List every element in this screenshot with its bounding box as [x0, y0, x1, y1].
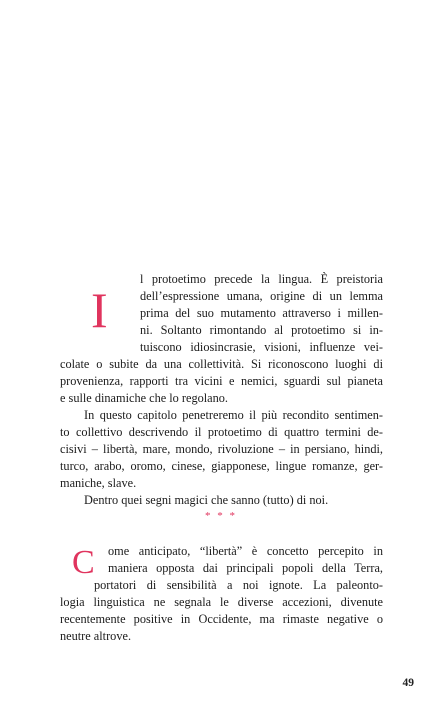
page-number: 49	[402, 677, 414, 689]
paragraph-line: logia linguistica ne segnala le diverse accezioni, divenute	[60, 595, 383, 609]
paragraph-line: neutre altrove.	[60, 629, 132, 643]
paragraph-line: maniche, slave.	[60, 476, 137, 490]
paragraph-line: turco, arabo, oromo, cinese, giapponese, lingue romanze, ger-	[60, 459, 383, 473]
paragraph-line: portatori di sensibilità a noi ignote. La paleonto-	[94, 578, 383, 592]
paragraph-line: cisivi – libertà, mare, mondo, rivoluzione – in persiano, hindi,	[60, 442, 383, 456]
paragraph-line: maniera opposta dai principali popoli della Terra,	[108, 561, 383, 575]
paragraph-line: ni. Soltanto rimontando al protoetimo si in-	[140, 323, 383, 337]
paragraph-line: ome anticipato, “libertà” è concetto percepito in	[108, 544, 383, 558]
drop-cap-c: C	[72, 544, 95, 581]
paragraph-line: to collettivo descrivendo il protoetimo di quattro termini de-	[60, 425, 383, 439]
paragraph-line: In questo capitolo penetreremo il più recondito sentimen-	[84, 408, 383, 422]
paragraph-line: e sulle dinamiche che lo regolano.	[60, 391, 228, 405]
paragraph-line: prima del suo mutamento attraverso i millen-	[140, 306, 383, 320]
paragraph-line: colate o subite da una collettività. Si riconoscono luoghi di	[60, 357, 383, 371]
paragraph-line: recentemente positive in Occidente, ma rimaste negative o	[60, 612, 383, 626]
paragraph-line: Dentro quei segni magici che sanno (tutto) di noi.	[84, 493, 329, 507]
paragraph-line: l protoetimo precede la lingua. È preistoria	[140, 272, 383, 286]
drop-cap-i: I	[91, 282, 108, 338]
paragraph-line: dell’espressione umana, origine di un lemma	[140, 289, 383, 303]
paragraph-line: tuiscono idiosincrasie, visioni, influenze vei-	[140, 340, 383, 354]
paragraph-line: provenienza, rapporti tra vicini e nemici, sguardi sul pianeta	[60, 374, 383, 388]
section-separator: * * *	[205, 510, 237, 522]
